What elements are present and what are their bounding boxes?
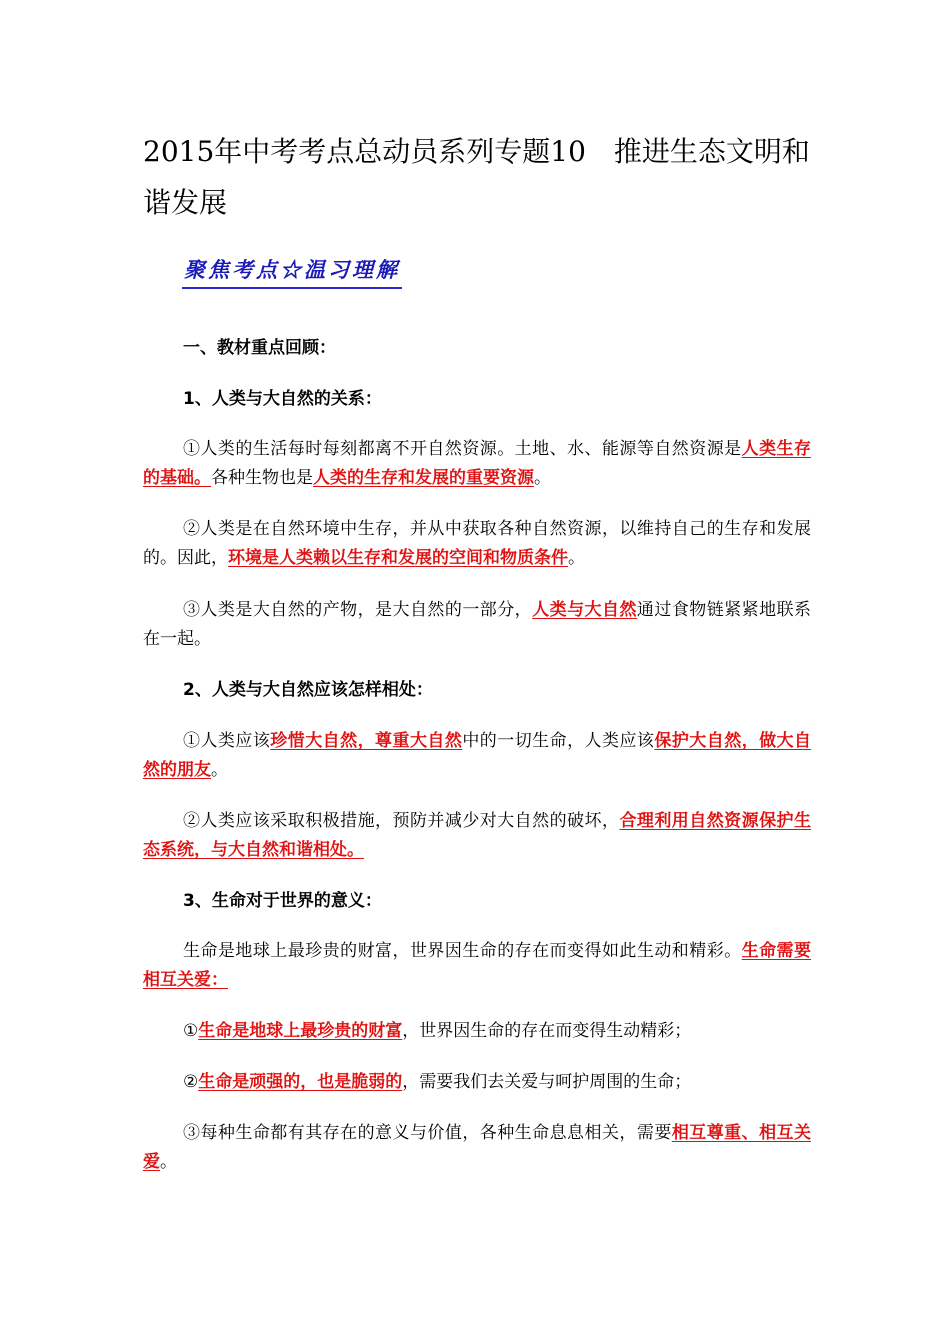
highlight: 人类与大自然 (532, 600, 637, 620)
text: 。 (211, 760, 228, 780)
document-title: 2015年中考考点总动员系列专题10 推进生态文明和谐发展 (143, 135, 810, 219)
topic2-heading: 2、人类与大自然应该怎样相处： (183, 680, 433, 700)
text: 。 (568, 548, 585, 568)
text: ③人类是大自然的产物，是大自然的一部分， (183, 600, 533, 620)
topic3-heading: 3、生命对于世界的意义： (183, 891, 382, 911)
text: ，需要我们去关爱与呵护周围的生命； (402, 1072, 692, 1092)
highlight: 珍惜大自然，尊重大自然 (270, 731, 463, 751)
highlight: 生命需要相互关爱： (143, 941, 812, 990)
topic2-paragraph-2 (143, 807, 811, 865)
text: 。 (160, 1152, 177, 1172)
highlight: 生命是顽强的，也是脆弱的 (198, 1072, 403, 1092)
highlight: 环境是人类赖以生存和发展的空间和物质条件 (228, 548, 568, 568)
highlight: 人类的生存和发展的重要资源 (313, 468, 534, 488)
text: ①人类应该 (183, 731, 271, 751)
text: 各种生物也是 (211, 468, 313, 488)
highlight: 生命是地球上最珍贵的财富 (198, 1021, 403, 1041)
text: ② (183, 1072, 199, 1092)
topic1-paragraph-1 (143, 435, 811, 493)
text: ②人类是在自然环境中生存，并从中获取各种自然资源，以维持自己的生存和发展的。因此， (143, 519, 811, 568)
section-banner: 聚焦考点☆温习理解 (182, 255, 402, 289)
text: ① (183, 1021, 199, 1041)
topic1-paragraph-2 (143, 515, 811, 573)
text: 中的一切生命，人类应该 (462, 731, 655, 751)
section-heading: 一、教材重点回顾： (183, 338, 336, 358)
topic3-paragraph-intro (143, 937, 811, 995)
highlight: 保护大自然，做大自然的朋友 (143, 731, 812, 780)
topic2-paragraph-1 (143, 727, 811, 785)
highlight: 合理利用自然资源保护生态系统，与大自然和谐相处。 (143, 811, 812, 860)
topic3-paragraph-2 (143, 1068, 811, 1097)
text: 生命是地球上最珍贵的财富，世界因生命的存在而变得如此生动和精彩。 (183, 941, 742, 961)
highlight: 相互尊重、相互关爱 (143, 1123, 812, 1172)
text: ①人类的生活每时每刻都离不开自然资源。土地、水、能源等自然资源是 (183, 439, 742, 459)
highlight: 人类生存的基础。 (143, 439, 812, 488)
text: ③每种生命都有其存在的意义与价值，各种生命息息相关，需要 (183, 1123, 672, 1143)
text: 。 (534, 468, 551, 488)
text: ，世界因生命的存在而变得生动精彩； (402, 1021, 692, 1041)
text: 通过食物链紧紧地联系在一起。 (143, 600, 812, 649)
topic1-heading: 1、人类与大自然的关系： (183, 389, 382, 409)
topic3-paragraph-3 (143, 1119, 811, 1177)
text: ②人类应该采取积极措施，预防并减少对大自然的破坏， (183, 811, 620, 831)
topic1-paragraph-3 (143, 596, 811, 654)
topic3-paragraph-1 (143, 1017, 811, 1046)
